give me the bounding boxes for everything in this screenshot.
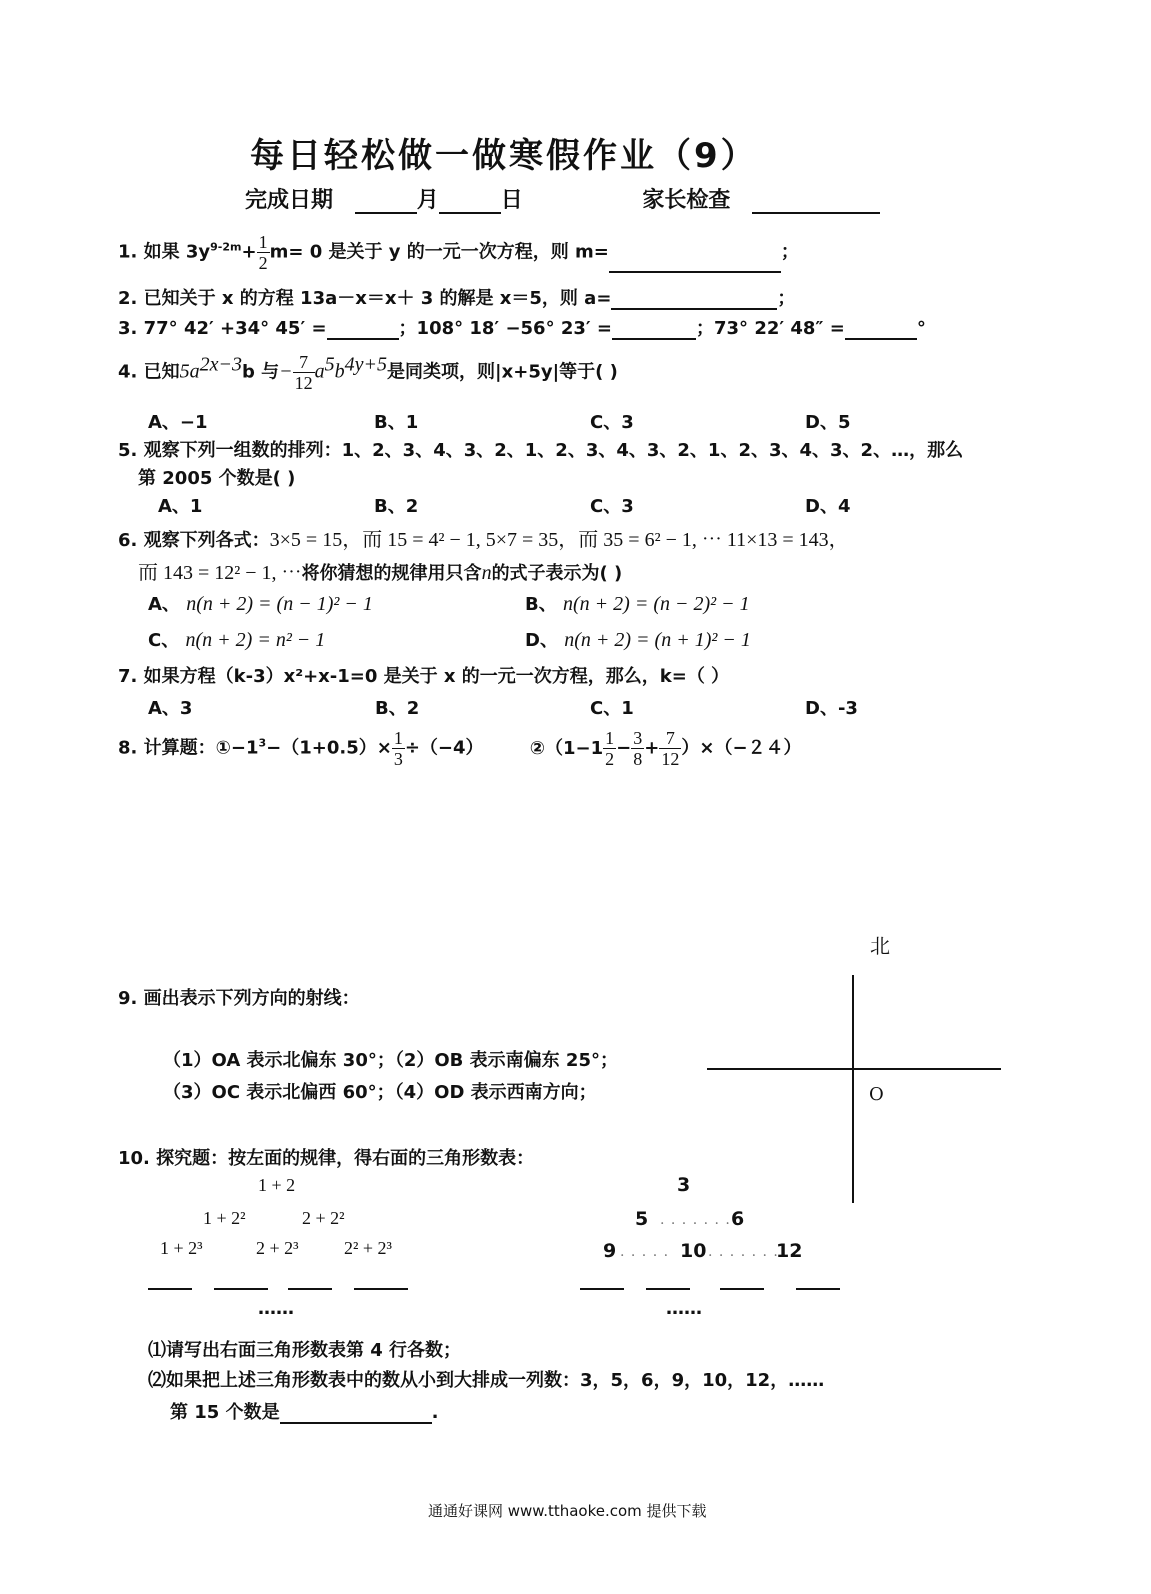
q6-option-a-label: A、 [148, 594, 180, 615]
q3-part-a: 3. 77° 42′ +34° 45′ = [118, 318, 327, 339]
q10-sub2b-text: 第 15 个数是 [170, 1402, 280, 1423]
q6-option-a[interactable] [148, 590, 373, 616]
q5-option-c[interactable]: C、3 [590, 496, 634, 517]
header-row [245, 183, 880, 214]
q9-line2: （3）OC 表示北偏西 60°；（4）OD 表示西南方向； [163, 1082, 597, 1103]
q4-term2-b-exp: 4y+5 [344, 353, 388, 376]
q10-sub2: ⑵如果把上述三角形数表中的数从小到大排成一列数：3，5，6，9，10，12，…… [148, 1370, 825, 1391]
q10-sub2-end: . [431, 1402, 439, 1423]
day-label: 日 [500, 188, 523, 213]
left-ellipsis: …… [258, 1298, 294, 1319]
q6-text: 6. 观察下列各式： [118, 530, 270, 551]
q4-term2: a [314, 360, 325, 383]
right-row4-blank-4[interactable] [796, 1288, 840, 1290]
q1-text: 1. 如果 3y [118, 241, 211, 263]
q3-blank-c[interactable] [845, 320, 917, 340]
q4-option-d[interactable]: D、5 [805, 412, 851, 433]
q6-option-b[interactable] [525, 590, 750, 616]
right-row3-dots-2: . . . . . . . [708, 1244, 779, 1260]
left-row3-item3: 2² + 2³ [344, 1238, 392, 1258]
q10-sub2b [170, 1398, 438, 1424]
right-row4-blank-1[interactable] [580, 1288, 624, 1290]
question-1 [118, 232, 799, 273]
q4-term1-exp: 2x−3 [199, 353, 243, 376]
q2-end: ； [777, 288, 796, 309]
q8-fraction-3: $\frac{3}{8}$ [633, 728, 643, 769]
q6-option-c-expr: n(n + 2) = n² − 1 [185, 629, 326, 651]
right-row3-dots-1: . . . . . [620, 1244, 670, 1260]
q3-part-b: ；108° 18′ −56° 23′ = [398, 318, 612, 339]
month-label: 月 [416, 188, 439, 213]
q8-text: 8. 计算题：①−1 [118, 737, 259, 759]
origin-label: O [869, 1084, 884, 1105]
question-4 [118, 352, 618, 393]
q1-fraction: $\frac{1}{2}$ [258, 232, 268, 273]
q1-plus: + [241, 241, 257, 263]
left-row4-blank-4[interactable] [354, 1288, 408, 1290]
day-blank[interactable] [439, 194, 501, 214]
q6-option-c-label: C、 [148, 630, 180, 651]
q8-mid: −（1+0.5）× [266, 737, 392, 759]
q8-minus: − [616, 737, 632, 759]
q4-option-c[interactable]: C、3 [590, 412, 634, 433]
q1-text-post: m= 0 是关于 y 的一元一次方程，则 m= [269, 241, 609, 263]
q8-fraction-2: $\frac{1}{2}$ [605, 728, 615, 769]
q8-plus: + [644, 737, 660, 759]
left-row3-item1: 1 + 2³ [160, 1238, 203, 1258]
east-west-axis [707, 1068, 1001, 1070]
q4-term2-b: b [334, 360, 345, 383]
q3-end: ° [916, 318, 926, 339]
question-8 [118, 728, 802, 769]
north-south-axis [852, 975, 854, 1203]
q6-line1 [118, 523, 849, 552]
q6-option-c[interactable] [148, 626, 325, 652]
q3-part-c: ；73° 22′ 48″ = [696, 318, 845, 339]
q8-fraction-4: $\frac{7}{12}$ [661, 728, 680, 769]
q4-text-post: 是同类项，则|x+5y|等于( ) [387, 361, 618, 383]
north-label: 北 [870, 934, 890, 958]
q5-line2: 第 2005 个数是( ) [138, 468, 296, 489]
q1-answer-blank[interactable] [609, 253, 781, 273]
q7-option-c[interactable]: C、1 [590, 698, 634, 719]
question-3 [118, 314, 926, 340]
q5-option-b[interactable]: B、2 [374, 496, 419, 517]
month-blank[interactable] [355, 194, 417, 214]
left-row2-item2: 2 + 2² [302, 1208, 345, 1228]
q8-exp: 3 [258, 736, 267, 750]
q6-option-d-label: D、 [525, 630, 558, 651]
date-label: 完成日期 [245, 188, 334, 213]
q5-option-d[interactable]: D、4 [805, 496, 851, 517]
q6-line2 [138, 556, 622, 585]
left-row4-blank-2[interactable] [214, 1288, 268, 1290]
q6-text-end: 的式子表示为( ) [491, 563, 623, 584]
q4-neg: − [279, 360, 293, 383]
right-ellipsis: …… [666, 1298, 702, 1319]
q6-option-b-expr: n(n + 2) = (n − 2)² − 1 [563, 593, 750, 615]
q4-option-b[interactable]: B、1 [374, 412, 419, 433]
q10-sub1: ⑴请写出右面三角形数表第 4 行各数； [148, 1340, 462, 1361]
q4-term1: 5a [179, 360, 200, 383]
q1-end: ； [780, 241, 799, 263]
q10-title: 10. 探究题：按左面的规律，得右面的三角形数表： [118, 1148, 535, 1169]
right-row2-dots: . . . . . . . [660, 1212, 731, 1228]
q10-answer-blank[interactable] [280, 1404, 432, 1424]
q3-blank-a[interactable] [327, 320, 399, 340]
q4-option-a[interactable]: A、−1 [148, 412, 208, 433]
footer-text: 通通好课网 www.tthaoke.com 提供下载 [428, 1502, 707, 1520]
right-row4-blank-3[interactable] [720, 1288, 764, 1290]
right-row1-item1: 3 [677, 1174, 691, 1196]
page-title: 每日轻松做一做寒假作业（9） [250, 136, 758, 176]
right-row2-item1: 5 [635, 1208, 649, 1230]
left-row4-blank-1[interactable] [148, 1288, 192, 1290]
q6-math2: 而 143 = 12² − 1, ⋯ [138, 562, 302, 584]
q1-exponent: 9-2m [210, 240, 242, 254]
q4-term1-b: b 与 [242, 361, 280, 383]
q6-option-d[interactable] [525, 626, 751, 652]
parent-check-label: 家长检查 [642, 188, 731, 213]
q7-option-b[interactable]: B、2 [375, 698, 420, 719]
left-row4-blank-3[interactable] [288, 1288, 332, 1290]
left-row2-item1: 1 + 2² [203, 1208, 246, 1228]
q2-answer-blank[interactable] [611, 290, 777, 310]
q8-fraction-1: $\frac{1}{3}$ [393, 728, 403, 769]
q4-term2-exp: 5 [324, 353, 335, 376]
q4-text: 4. 已知 [118, 361, 180, 383]
right-row3-item1: 9 [603, 1240, 617, 1262]
q8-mid2: ÷（−4） [404, 737, 484, 759]
q9-title: 9. 画出表示下列方向的射线： [118, 988, 360, 1009]
q6-n: n [481, 562, 492, 584]
q6-option-a-expr: n(n + 2) = (n − 1)² − 1 [186, 593, 373, 615]
q7-option-a[interactable]: A、3 [148, 698, 193, 719]
question-2 [118, 284, 795, 310]
q5-option-a[interactable]: A、1 [158, 496, 203, 517]
right-row3-item3: 12 [776, 1240, 803, 1262]
q3-blank-b[interactable] [612, 320, 696, 340]
q7-text: 7. 如果方程（k-3）x²+x-1=0 是关于 x 的一元一次方程，那么，k=（ ） [118, 666, 730, 687]
q6-text2: 将你猜想的规律用只含 [301, 563, 482, 584]
left-row3-item2: 2 + 2³ [256, 1238, 299, 1258]
right-row3-item2: 10 [680, 1240, 707, 1262]
q6-option-b-label: B、 [525, 594, 557, 615]
q8-part2: ②（1−1 [529, 737, 604, 759]
q6-math1: 3×5 = 15，而 15 = 4² − 1, 5×7 = 35，而 35 = 6² − 1, ⋯ 11×13 = 143， [269, 529, 849, 551]
q4-fraction: $\frac{7}{12}$ [294, 352, 313, 393]
q6-option-d-expr: n(n + 2) = (n + 1)² − 1 [564, 629, 751, 651]
right-row2-item2: 6 [731, 1208, 745, 1230]
q7-option-d[interactable]: D、-3 [805, 698, 858, 719]
q2-text: 2. 已知关于 x 的方程 13a－x＝x＋ 3 的解是 x＝5，则 a= [118, 288, 612, 309]
left-row1-item1: 1 + 2 [258, 1175, 296, 1195]
parent-check-blank[interactable] [752, 194, 880, 214]
q9-line1: （1）OA 表示北偏东 30°；（2）OB 表示南偏东 25°； [163, 1050, 618, 1071]
right-row4-blank-2[interactable] [646, 1288, 690, 1290]
q8-end: ）×（−２４） [681, 737, 802, 759]
q5-line1: 5. 观察下列一组数的排列：1、2、3、4、3、2、1、2、3、4、3、2、1、2、3、4、3、2、…，那么 [118, 440, 964, 461]
